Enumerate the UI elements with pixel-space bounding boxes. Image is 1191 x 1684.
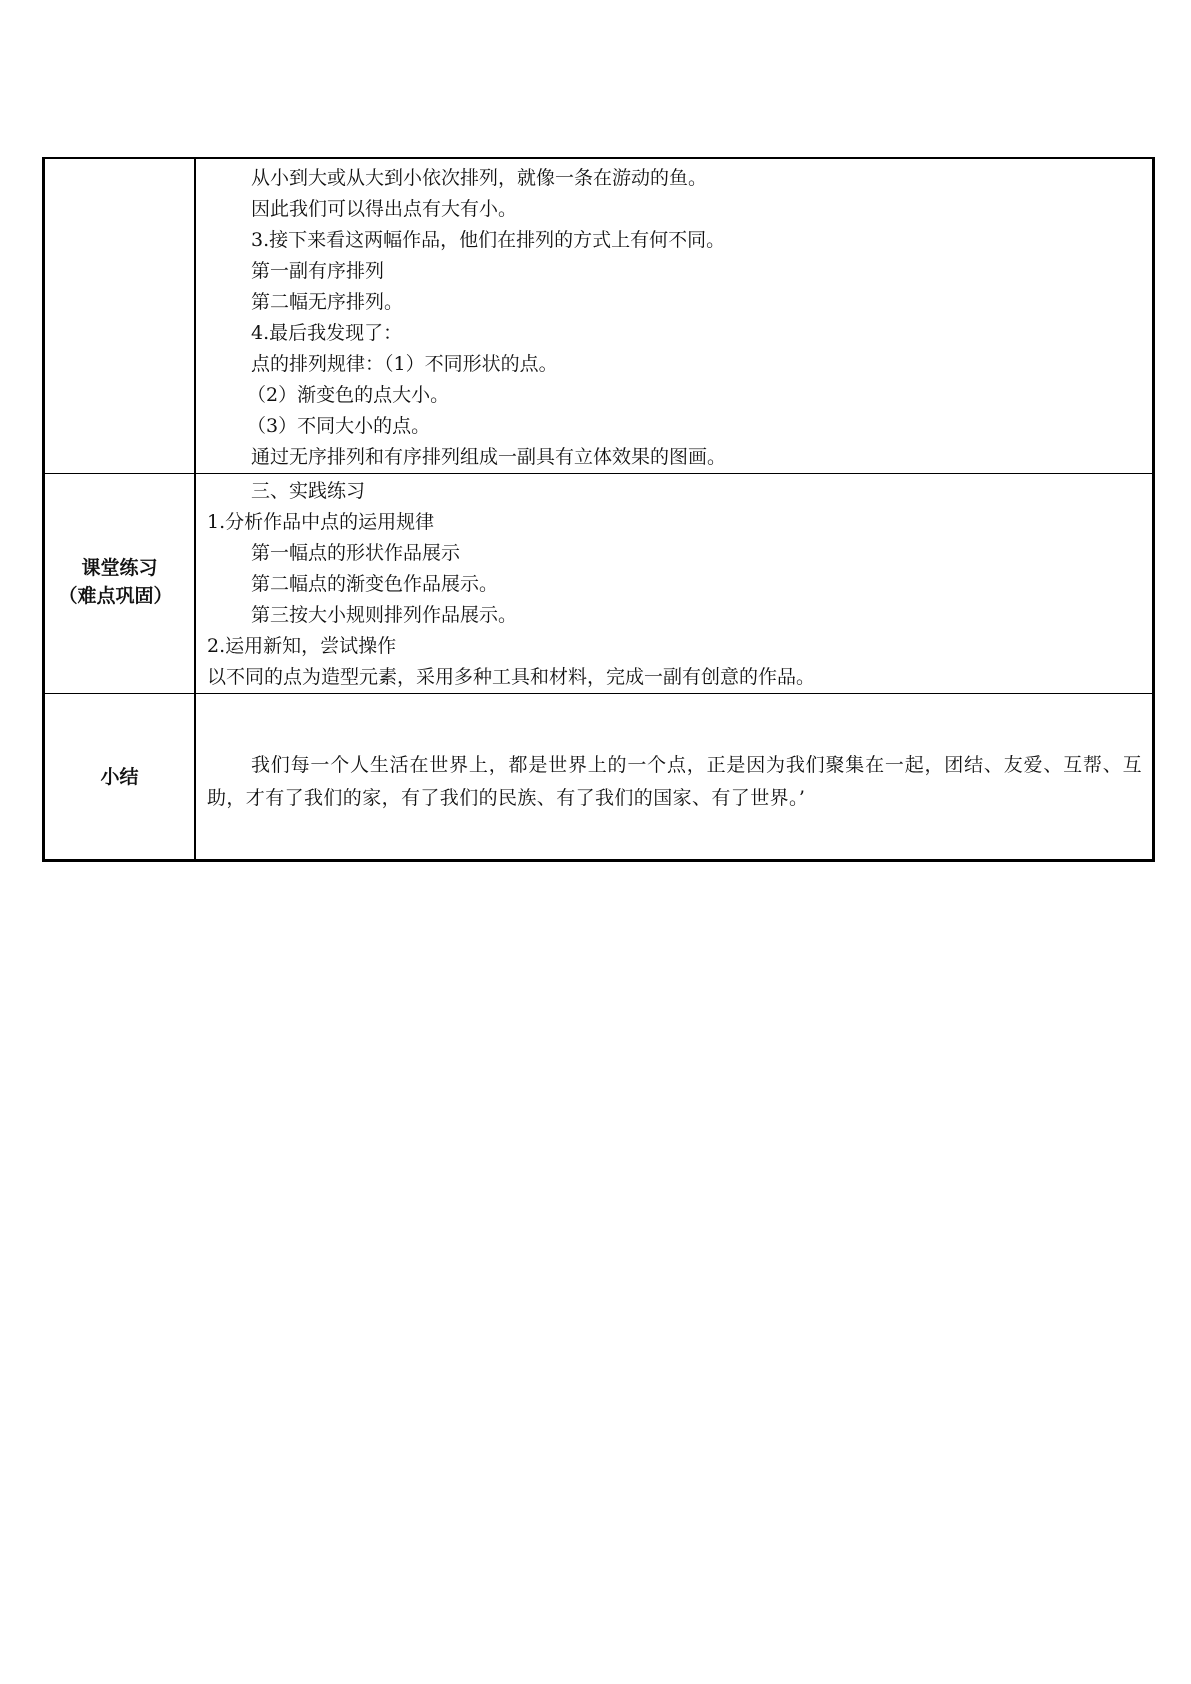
content-line: 第二幅无序排列。 <box>251 291 404 313</box>
summary-content <box>195 694 1154 861</box>
row-label-practice <box>44 474 196 694</box>
content-line: 第一幅点的形状作品展示 <box>251 542 461 564</box>
content-line: （2）渐变色的点大小。 <box>247 384 450 406</box>
lesson-plan-table <box>42 157 1155 862</box>
table-row-process <box>44 158 1154 474</box>
row-label-empty <box>44 158 196 474</box>
summary-paragraph: 我们每一个人生活在世界上，都是世界上的一个点，正是因为我们聚集在一起，团结、友爱、互帮、互助，才有了我们的家，有了我们的民族、有了我们的国家、有了世界。’ <box>207 754 1142 809</box>
content-line: 第一副有序排列 <box>251 260 385 282</box>
row-label-summary <box>44 694 196 861</box>
content-line: 第二幅点的渐变色作品展示。 <box>251 573 499 595</box>
content-line: 从小到大或从大到小依次排列，就像一条在游动的鱼。 <box>251 167 708 189</box>
content-line: 4.最后我发现了： <box>251 322 403 344</box>
table-row-practice <box>44 474 1154 694</box>
summary-label: 小结 <box>100 765 139 788</box>
process-content <box>195 158 1154 474</box>
practice-content <box>195 474 1154 694</box>
content-line: 点的排列规律：（1）不同形状的点。 <box>251 353 558 375</box>
practice-sublabel: （难点巩固） <box>58 585 173 607</box>
content-line: 第三按大小规则排列作品展示。 <box>251 604 518 626</box>
content-line: 3.接下来看这两幅作品，他们在排列的方式上有何不同。 <box>251 229 726 251</box>
content-line: 2.运用新知，尝试操作 <box>207 635 397 657</box>
content-line: 因此我们可以得出点有大有小。 <box>251 198 518 220</box>
practice-label: 课堂练习 <box>81 557 158 579</box>
content-line: 以不同的点为造型元素，采用多种工具和材料，完成一副有创意的作品。 <box>207 666 816 688</box>
table-row-summary <box>44 694 1154 861</box>
content-line: （3）不同大小的点。 <box>247 415 431 437</box>
content-line: 三、实践练习 <box>251 480 366 502</box>
content-line: 通过无序排列和有序排列组成一副具有立体效果的图画。 <box>251 446 727 468</box>
content-line: 1.分析作品中点的运用规律 <box>207 511 435 533</box>
